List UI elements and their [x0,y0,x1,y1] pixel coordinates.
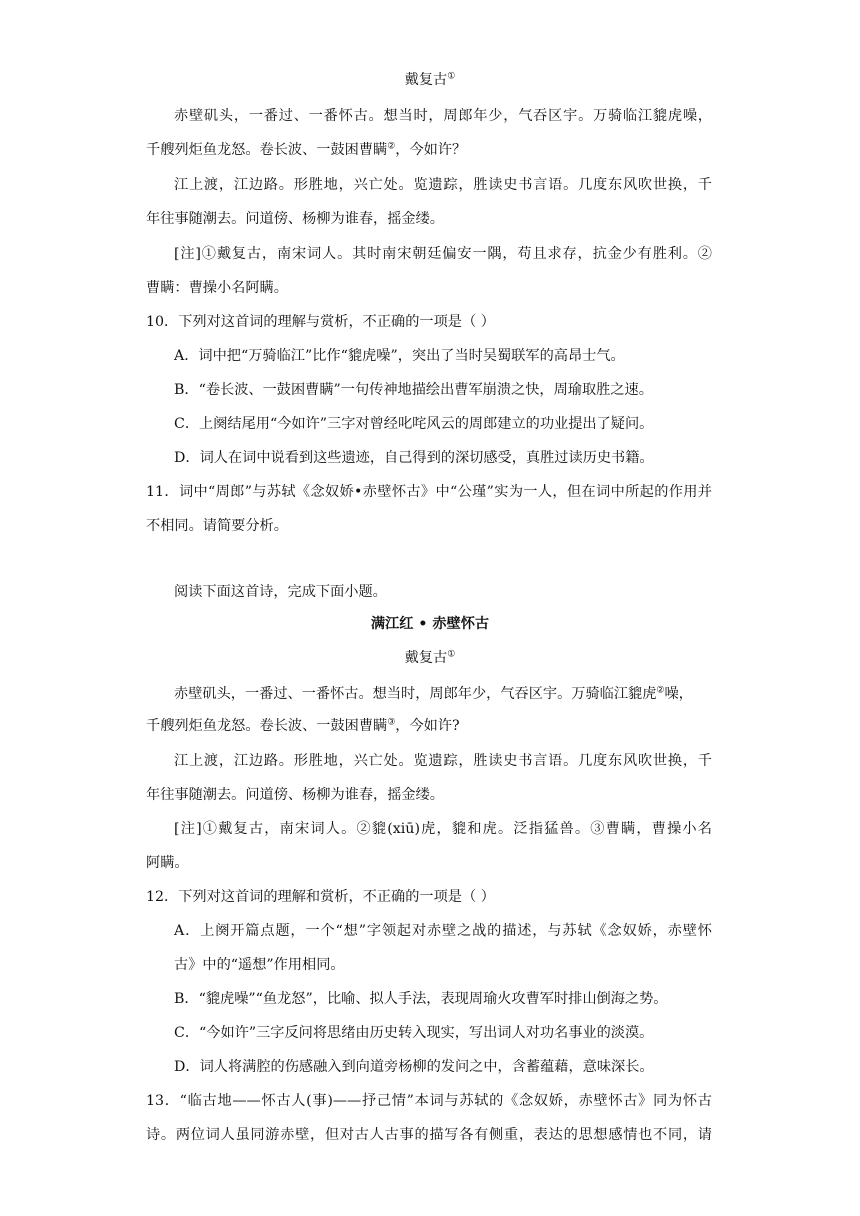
poem1-stanza1-line1: 赤壁矶头，一番过、一番怀古。想当时，周郎年少，气吞区宇。万骑临江貔虎噪， [174,108,712,124]
question-11-line1: 11．词中“周郎”与苏轼《念奴娇•赤壁怀古》中“公瑾”实为一人，但在词中所起的作用并 [146,484,712,500]
question-13-line1: 13．“临古地——怀古人(事)——抒己情”本词与苏轼的《念奴娇，赤壁怀古》同为怀古 [146,1093,712,1109]
poem1-stanza1-line2 [146,140,466,160]
poem2-note-line2: 阿瞒。 [146,855,189,871]
footnote-marker: ① [447,649,456,660]
poem1-text: ，今如许？ [395,142,467,158]
question-12-option-a-line2: 古》中的“遥想”作用相同。 [174,957,345,973]
poem1-note-line2: 曹瞒：曹操小名阿瞒。 [146,280,288,296]
poem1-note-line1: [注]①戴复古，南宋词人。其时南宋朝廷偏安一隅，苟且求存，抗金少有胜利。② [174,246,712,262]
poem2-stanza1-line2 [146,716,460,736]
footnote-marker: ① [447,71,456,82]
poem1-author-name: 戴复古 [404,72,448,88]
question-13-line2: 诗。两位词人虽同游赤壁，但对古人古事的描写各有侧重，表达的思想感情也不同，请 [146,1127,712,1143]
question-12-stem: 12．下列对这首词的理解和赏析，不正确的一项是（ ） [146,889,495,905]
question-12-option-c: C．“今如许”三字反问将思绪由历史转入现实，写出词人对功名事业的淡漠。 [174,1025,654,1041]
poem1-text: 千艘列炬鱼龙怒。卷长波、一鼓困曹瞒 [146,142,388,158]
question-12-option-d: D．词人将满腔的伤感融入到向道旁杨柳的发问之中，含蓄蕴藉，意味深长。 [174,1059,654,1075]
poem2-text: 千艘列炬鱼龙怒。卷长波、一鼓困曹瞒 [146,718,388,734]
poem2-title: 满江红 • 赤壁怀古 [370,616,490,632]
poem1-author [0,70,860,90]
poem2-text: 赤壁矶头，一番过、一番怀古。想当时，周郎年少，气吞区宇。万骑临江貔虎 [174,686,657,702]
poem2-author-name: 戴复古 [404,650,448,666]
poem1-stanza2-line2: 年往事随潮去。问道傍、杨柳为谁春，摇金缕。 [146,211,444,227]
poem2-stanza2-line1: 江上渡，江边路。形胜地，兴亡处。览遗踪，胜读史书言语。几度东风吹世换，千 [174,753,712,769]
question-12-option-a-line1: A．上阕开篇点题，一个“想”字领起对赤壁之战的描述，与苏轼《念奴娇，赤壁怀 [174,923,712,939]
footnote-marker: ② [656,685,665,696]
poem2-text: ，今如许? [395,718,460,734]
poem2-text: 噪， [664,686,693,702]
question-10-stem: 10．下列对这首词的理解与赏析，不正确的一项是（ ） [146,314,495,330]
question-10-option-d: D．词人在词中说看到这些遗迹，自己得到的深切感受，真胜过读历史书籍。 [174,450,654,466]
question-10-option-c: C．上阕结尾用“今如许”三字对曾经叱咤风云的周郎建立的功业提出了疑问。 [174,416,654,432]
footnote-marker: ③ [387,717,396,728]
question-10-option-b: B．“卷长波、一鼓困曹瞒”一句传神地描绘出曹军崩溃之快，周瑜取胜之速。 [174,382,653,398]
footnote-marker: ② [387,141,396,152]
poem2-stanza2-line2: 年往事随潮去。问道傍、杨柳为谁春，摇金缕。 [146,787,444,803]
poem2-stanza1-line1 [174,684,693,704]
reading-instruction: 阅读下面这首诗，完成下面小题。 [174,584,387,600]
poem2-note-line1: [注]①戴复古，南宋词人。②貔(xiū)虎，貔和虎。泛指猛兽。③曹瞒，曹操小名 [174,821,712,837]
question-10-option-a: A．词中把“万骑临江”比作“貔虎噪”，突出了当时吴蜀联军的高昂士气。 [174,348,625,364]
question-11-line2: 不相同。请简要分析。 [146,518,288,534]
question-12-option-b: B．“貔虎噪”“鱼龙怒”，比喻、拟人手法，表现周瑜火攻曹军时排山倒海之势。 [174,991,668,1007]
poem2-author [0,648,860,668]
poem1-stanza2-line1: 江上渡，江边路。形胜地，兴亡处。览遗踪，胜读史书言语。几度东风吹世换，千 [174,177,712,193]
